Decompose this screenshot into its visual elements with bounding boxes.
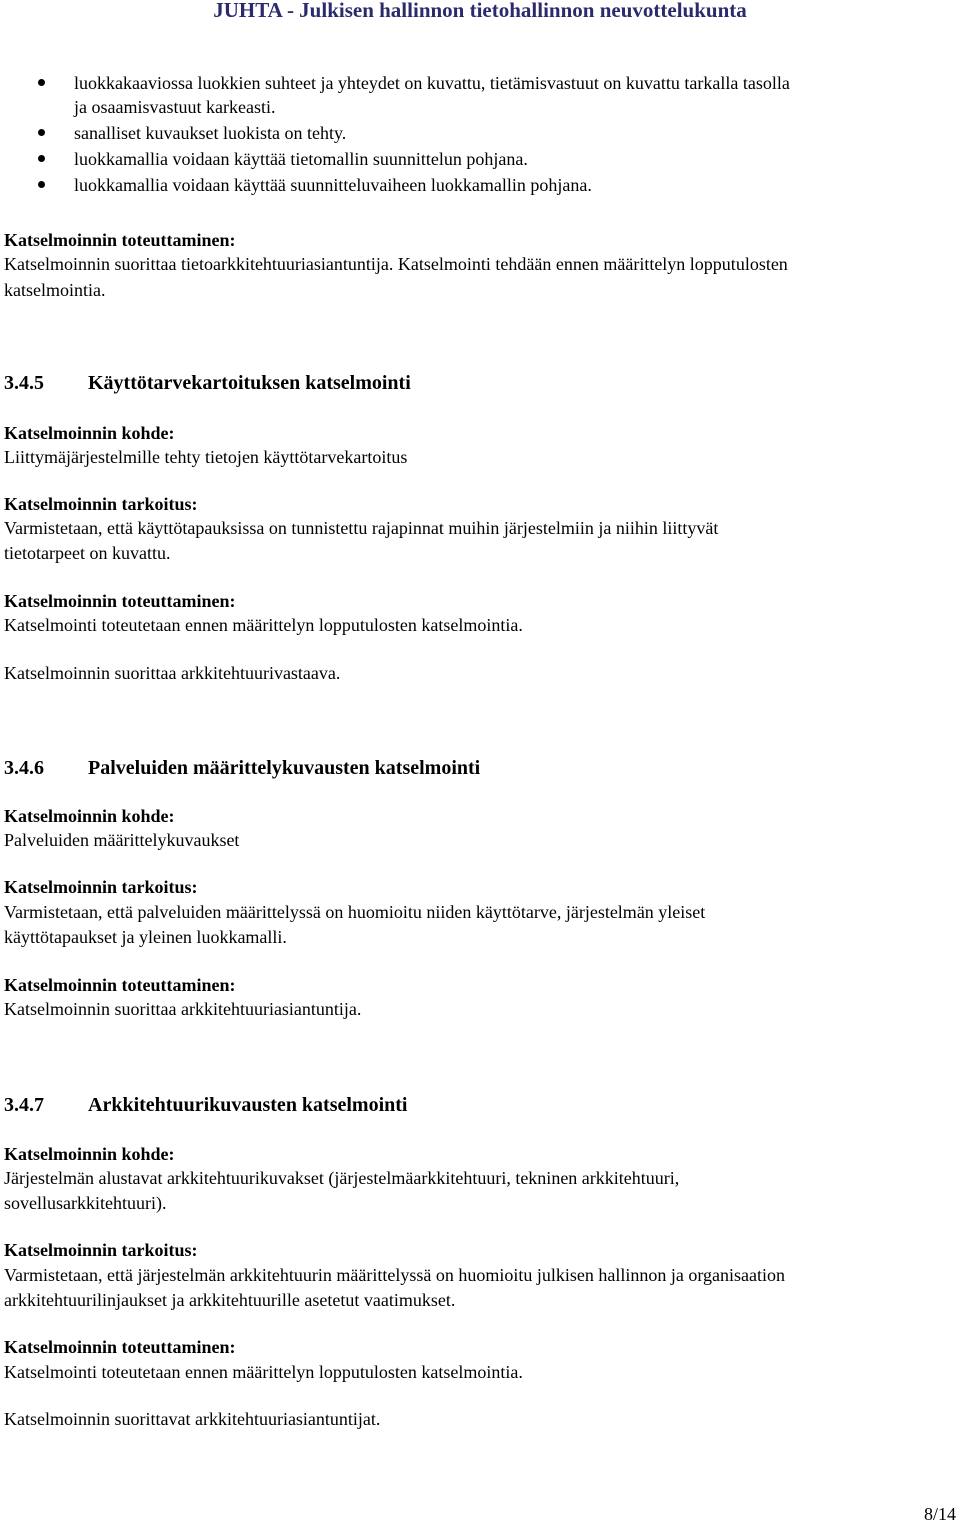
section-title: Palveluiden määrittelykuvausten katselmointi [88, 757, 481, 779]
bullet-marker [38, 79, 45, 86]
body-text: käyttötapaukset ja yleinen luokkamalli. [4, 927, 287, 947]
list-item: luokkamallia voidaan käyttää suunnitteluvaiheen luokkamallin pohjana. [74, 175, 592, 195]
body-text: arkkitehtuurilinjaukset ja arkkitehtuurille asetetut vaatimukset. [4, 1290, 456, 1310]
page-number: 8/14 [923, 1504, 956, 1524]
field-label-tarkoitus: Katselmoinnin tarkoitus: [4, 1240, 198, 1260]
section-number: 3.4.6 [4, 757, 44, 779]
section-title: Käyttötarvekartoituksen katselmointi [88, 372, 411, 394]
body-text: Varmistetaan, että järjestelmän arkkitehtuurin määrittelyssä on huomioitu julkisen hallinnon ja organisaation [4, 1265, 785, 1285]
list-item-continuation: ja osaamisvastuut karkeasti. [74, 97, 276, 117]
body-text: Palveluiden määrittelykuvaukset [4, 830, 240, 850]
bullet-marker [38, 129, 45, 136]
field-label-toteuttaminen: Katselmoinnin toteuttaminen: [4, 591, 236, 611]
field-label-tarkoitus: Katselmoinnin tarkoitus: [4, 494, 198, 514]
list-item: luokkamallia voidaan käyttää tietomallin suunnittelun pohjana. [74, 149, 528, 169]
body-text: Katselmointi toteutetaan ennen määrittelyn lopputulosten katselmointia. [4, 1362, 523, 1382]
body-text: Katselmoinnin suorittaa arkkitehtuuriasiantuntija. [4, 999, 362, 1019]
body-text: Katselmointi toteutetaan ennen määrittelyn lopputulosten katselmointia. [4, 615, 523, 635]
field-label-kohde: Katselmoinnin kohde: [4, 423, 175, 443]
section-number: 3.4.7 [4, 1094, 44, 1116]
field-label-tarkoitus: Katselmoinnin tarkoitus: [4, 877, 198, 897]
body-text: Järjestelmän alustavat arkkitehtuurikuvakset (järjestelmäarkkitehtuuri, tekninen arkkitehtuuri, [4, 1168, 680, 1188]
list-item: sanalliset kuvaukset luokista on tehty. [74, 123, 347, 143]
section-title: Arkkitehtuurikuvausten katselmointi [88, 1094, 408, 1116]
section-number: 3.4.5 [4, 372, 44, 394]
list-item: luokkakaaviossa luokkien suhteet ja yhteydet on kuvattu, tietämisvastuut on kuvattu tarkalla tasolla [74, 73, 790, 93]
field-label-kohde: Katselmoinnin kohde: [4, 1144, 175, 1164]
document-header: JUHTA - Julkisen hallinnon tietohallinnon neuvottelukunta [213, 0, 747, 22]
bullet-marker [38, 155, 45, 162]
body-text: katselmointia. [4, 280, 106, 300]
body-text: Katselmoinnin suorittaa tietoarkkitehtuuriasiantuntija. Katselmointi tehdään ennen määrittelyn lopputulosten [4, 254, 788, 274]
field-label-kohde: Katselmoinnin kohde: [4, 806, 175, 826]
body-text: Varmistetaan, että palveluiden määrittelyssä on huomioitu niiden käyttötarve, järjestelmän yleiset [4, 902, 706, 922]
body-text: sovellusarkkitehtuuri). [4, 1193, 167, 1213]
body-text: Liittymäjärjestelmille tehty tietojen käyttötarvekartoitus [4, 447, 408, 467]
body-text: tietotarpeet on kuvattu. [4, 543, 171, 563]
bullet-marker [38, 181, 45, 188]
body-text: Varmistetaan, että käyttötapauksissa on tunnistettu rajapinnat muihin järjestelmiin ja niihin liittyvät [4, 518, 719, 538]
field-label-toteuttaminen: Katselmoinnin toteuttaminen: [4, 975, 236, 995]
body-text: Katselmoinnin suorittaa arkkitehtuurivastaava. [4, 663, 341, 683]
field-label-toteuttaminen: Katselmoinnin toteuttaminen: [4, 1337, 236, 1357]
body-text: Katselmoinnin suorittavat arkkitehtuuriasiantuntijat. [4, 1409, 381, 1429]
field-label-toteuttaminen: Katselmoinnin toteuttaminen: [4, 230, 236, 250]
